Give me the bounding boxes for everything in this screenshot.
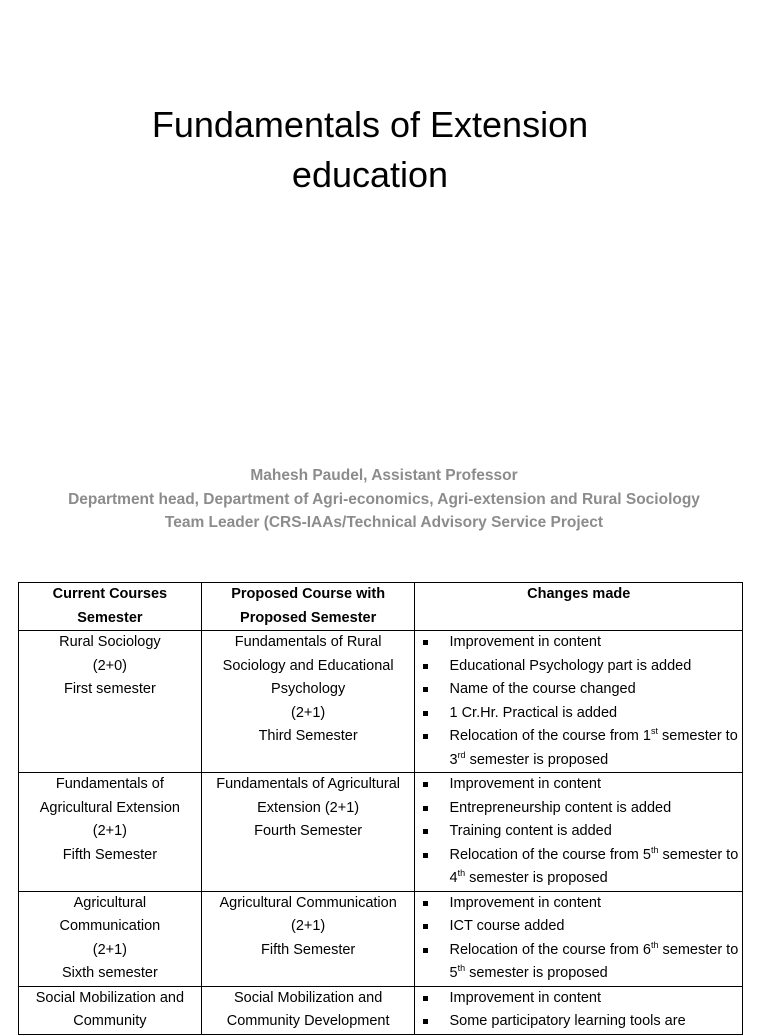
course-changes-table xyxy=(18,582,743,1035)
current-course-line: (2+1) xyxy=(92,941,128,958)
proposed-course-cell xyxy=(201,773,415,892)
change-item xyxy=(417,939,740,986)
bullet-icon xyxy=(423,901,428,906)
current-course-line: Social Mobilization and xyxy=(35,989,185,1006)
proposed-course-cell xyxy=(201,891,415,986)
ordinal-suffix: th xyxy=(457,868,466,879)
change-text: semester is proposed xyxy=(465,751,609,768)
bullet-icon xyxy=(423,829,428,834)
change-text: semester to 4 xyxy=(449,846,739,886)
header-current-line-2: Semester xyxy=(77,609,143,626)
table-header-row xyxy=(19,583,743,631)
change-text: ICT course added xyxy=(449,918,565,934)
current-course-line: Communication xyxy=(59,918,161,934)
bullet-icon xyxy=(423,687,428,692)
proposed-course-line: (2+1) xyxy=(291,918,326,934)
change-item xyxy=(417,987,740,1011)
table-row xyxy=(19,891,743,986)
change-text: Entrepreneurship content is added xyxy=(449,799,672,816)
proposed-course-line: (2+1) xyxy=(291,704,326,721)
current-course-cell xyxy=(19,631,202,773)
change-text: Some participatory learning tools are xyxy=(449,1013,686,1029)
changes-list xyxy=(417,773,740,891)
author-name: Mahesh Paudel, Assistant Professor xyxy=(250,467,518,484)
change-text: semester is proposed xyxy=(465,870,608,886)
change-text: Improvement in content xyxy=(449,989,602,1006)
current-course-line: (2+1) xyxy=(92,823,128,839)
proposed-course-line: Community Development xyxy=(226,1013,390,1029)
proposed-course-line: Fifth Semester xyxy=(260,941,356,958)
bullet-icon xyxy=(423,996,428,1001)
change-text: semester to 5 xyxy=(449,941,739,981)
bullet-icon xyxy=(423,664,428,669)
slide-title xyxy=(0,100,740,200)
current-course-line: Agricultural Extension xyxy=(39,799,181,816)
change-item xyxy=(417,892,740,916)
change-text: semester is proposed xyxy=(465,965,608,981)
ordinal-suffix: th xyxy=(650,939,659,950)
current-course-line: First semester xyxy=(63,681,156,697)
change-text: Improvement in content xyxy=(449,634,602,650)
bullet-icon xyxy=(423,806,428,811)
change-item xyxy=(417,844,740,891)
bullet-icon xyxy=(423,853,428,858)
table-row xyxy=(19,773,743,892)
proposed-course-line: Sociology and Educational xyxy=(222,657,394,674)
current-course-line: (2+0) xyxy=(92,657,128,674)
current-course-line: Sixth semester xyxy=(61,965,158,981)
proposed-course-cell xyxy=(201,986,415,1034)
change-text: Relocation of the course from 1 xyxy=(449,728,651,744)
proposed-course-line: Agricultural Communication xyxy=(219,894,397,911)
current-course-line: Community xyxy=(73,1013,147,1029)
header-proposed-line-1: Proposed Course with xyxy=(231,586,386,602)
slide-title-line-2: education xyxy=(291,154,449,195)
changes-list xyxy=(417,631,740,772)
bullet-icon xyxy=(423,734,428,739)
ordinal-suffix: th xyxy=(650,844,659,855)
ordinal-suffix: th xyxy=(457,963,466,974)
bullet-icon xyxy=(423,782,428,787)
table-row xyxy=(19,986,743,1034)
current-course-cell xyxy=(19,986,202,1034)
header-current-courses xyxy=(19,583,202,631)
ordinal-suffix: rd xyxy=(457,749,466,760)
header-proposed-course xyxy=(201,583,415,631)
change-text: semester to 3 xyxy=(449,728,738,768)
proposed-course-line: Psychology xyxy=(271,681,346,697)
slide-title-line-1: Fundamentals of Extension xyxy=(151,104,589,145)
changes-cell xyxy=(415,891,743,986)
change-item xyxy=(417,915,740,939)
change-text: Training content is added xyxy=(449,823,612,839)
table-row xyxy=(19,631,743,773)
current-course-line: Rural Sociology xyxy=(59,634,161,650)
header-changes-made xyxy=(415,583,743,631)
change-text: Relocation of the course from 5 xyxy=(449,846,651,863)
change-item xyxy=(417,678,740,702)
changes-cell xyxy=(415,631,743,773)
ordinal-suffix: st xyxy=(650,726,658,737)
change-text: Relocation of the course from 6 xyxy=(449,941,651,958)
change-text: Improvement in content xyxy=(449,776,602,792)
changes-cell xyxy=(415,986,743,1034)
change-item xyxy=(417,773,740,797)
change-text: 1 Cr.Hr. Practical is added xyxy=(449,704,618,721)
proposed-course-cell xyxy=(201,631,415,773)
proposed-course-line: Extension (2+1) xyxy=(257,799,360,816)
changes-list xyxy=(417,892,740,986)
proposed-course-line: Third Semester xyxy=(258,728,358,744)
current-course-line: Fundamentals of xyxy=(55,776,164,792)
bullet-icon xyxy=(423,1019,428,1024)
changes-list xyxy=(417,987,740,1034)
proposed-course-line: Fundamentals of Agricultural xyxy=(216,776,401,792)
header-changes-label: Changes made xyxy=(527,586,631,602)
changes-cell xyxy=(415,773,743,892)
author-department: Department head, Department of Agri-economics, Agri-extension and Rural Sociology xyxy=(68,490,700,508)
header-current-line-1: Current Courses xyxy=(52,586,168,602)
proposed-course-line: Fundamentals of Rural xyxy=(234,634,382,650)
change-item xyxy=(417,1010,740,1034)
change-text: Educational Psychology part is added xyxy=(449,657,692,674)
change-item xyxy=(417,797,740,821)
change-item xyxy=(417,631,740,655)
change-item xyxy=(417,725,740,772)
bullet-icon xyxy=(423,640,428,645)
header-proposed-line-2: Proposed Semester xyxy=(240,609,377,626)
bullet-icon xyxy=(423,948,428,953)
bullet-icon xyxy=(423,924,428,929)
current-course-line: Agricultural xyxy=(73,894,147,911)
proposed-course-line: Social Mobilization and xyxy=(233,989,383,1006)
proposed-course-line: Fourth Semester xyxy=(254,823,363,839)
change-item xyxy=(417,820,740,844)
author-role: Team Leader (CRS-IAAs/Technical Advisory Service Project xyxy=(164,514,604,531)
change-text: Improvement in content xyxy=(449,894,602,911)
current-course-cell xyxy=(19,891,202,986)
change-text: Name of the course changed xyxy=(449,681,636,697)
bullet-icon xyxy=(423,711,428,716)
current-course-line: Fifth Semester xyxy=(62,846,158,863)
author-info xyxy=(0,464,768,535)
change-item xyxy=(417,655,740,679)
change-item xyxy=(417,702,740,726)
current-course-cell xyxy=(19,773,202,892)
